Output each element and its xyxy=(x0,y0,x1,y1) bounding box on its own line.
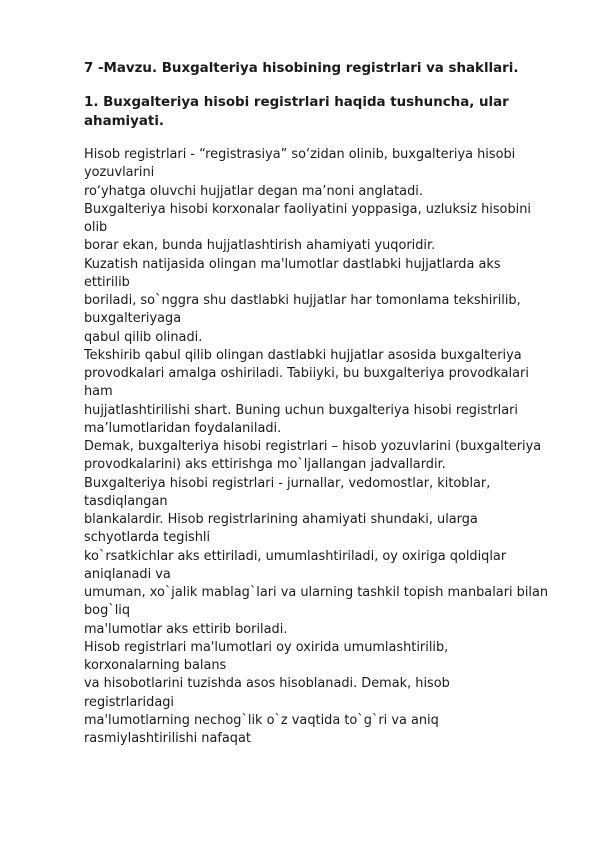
text-line: Tekshirib qabul qilib olingan dastlabki hujjatlar asosida buxgalteriya xyxy=(84,347,522,363)
text-line: ham xyxy=(84,384,113,400)
text-line: blankalardir. Hisob registrlarining ahamiyati shundaki, ularga xyxy=(84,512,478,527)
text-line: bog`liq xyxy=(84,603,131,619)
document-page xyxy=(84,60,564,748)
text-line: korxonalarning balans xyxy=(84,658,227,673)
text-line: schyotlarda tegishli xyxy=(84,530,211,546)
text-line: ro‘yhatga oluvchi hujjatlar degan ma’noni anglatadi. xyxy=(84,183,423,199)
document-title: 7 -Mavzu. Buxgalteriya hisobining registrlari va shakllari. xyxy=(84,61,519,76)
text-line: qabul qilib olinadi. xyxy=(84,329,203,345)
text-line: ma’lumotlaridan foydalaniladi. xyxy=(84,420,282,436)
text-line: borar ekan, bunda hujjatlashtirish ahamiyati yuqoridir. xyxy=(84,238,436,254)
text-line: aniqlanadi va xyxy=(84,566,171,582)
section-heading xyxy=(84,94,564,131)
text-line: registrlaridagi xyxy=(84,694,174,710)
text-line: ma'lumotlar aks ettirib boriladi. xyxy=(84,621,288,637)
text-line: buxgalteriyaga xyxy=(84,311,182,327)
section-heading-line: ahamiyati. xyxy=(84,113,164,129)
section-heading-line: 1. Buxgalteriya hisobi registrlari haqida tushuncha, ular xyxy=(84,95,509,110)
text-line: Buxgalteriya hisobi korxonalar faoliyatini yoppasiga, uzluksiz hisobini xyxy=(84,201,531,217)
text-line: provodkalarini) aks ettirishga mo`ljallangan jadvallardir. xyxy=(84,457,446,473)
text-line: ettirilib xyxy=(84,274,130,290)
text-line: Kuzatish natijasida olingan ma'lumotlar dastlabki hujjatlarda aks xyxy=(84,256,501,272)
text-line: Buxgalteriya hisobi registrlari - jurnallar, vedomostlar, kitoblar, xyxy=(84,475,491,491)
text-line: ko`rsatkichlar aks ettiriladi, umumlashtiriladi, oy oxiriga qoldiqlar xyxy=(84,548,507,564)
text-line: hujjatlashtirilishi shart. Buning uchun buxgalteriya hisobi registrlari xyxy=(84,402,518,418)
text-line: olib xyxy=(84,220,108,235)
text-line: ma'lumotlarning nechog`lik o`z vaqtida to`g`ri va aniq xyxy=(84,712,439,728)
text-line: va hisobotlarini tuzishda asos hisoblanadi. Demak, hisob xyxy=(84,676,450,692)
text-line: Hisob registrlari ma'lumotlari oy oxirida umumlashtirilib, xyxy=(84,639,449,655)
text-line: rasmiylashtirilishi nafaqat xyxy=(84,731,251,746)
text-line: Hisob registrlari - “registrasiya” so‘zidan olinib, buxgalteriya hisobi xyxy=(84,147,516,162)
text-line: tasdiqlangan xyxy=(84,493,168,509)
body-text xyxy=(84,146,564,748)
text-line: umuman, xo`jalik mablag`lari va ularning tashkil topish manbalari bilan xyxy=(84,585,549,600)
text-line: boriladi, so`nggra shu dastlabki hujjatlar har tomonlama tekshirilib, xyxy=(84,293,521,308)
text-line: yozuvlarini xyxy=(84,165,155,181)
text-line: provodkalari amalga oshiriladi. Tabiiyki, bu buxgalteriya provodkalari xyxy=(84,366,529,381)
text-line: Demak, buxgalteriya hisobi registrlari – hisob yozuvlarini (buxgalteriya xyxy=(84,439,542,454)
